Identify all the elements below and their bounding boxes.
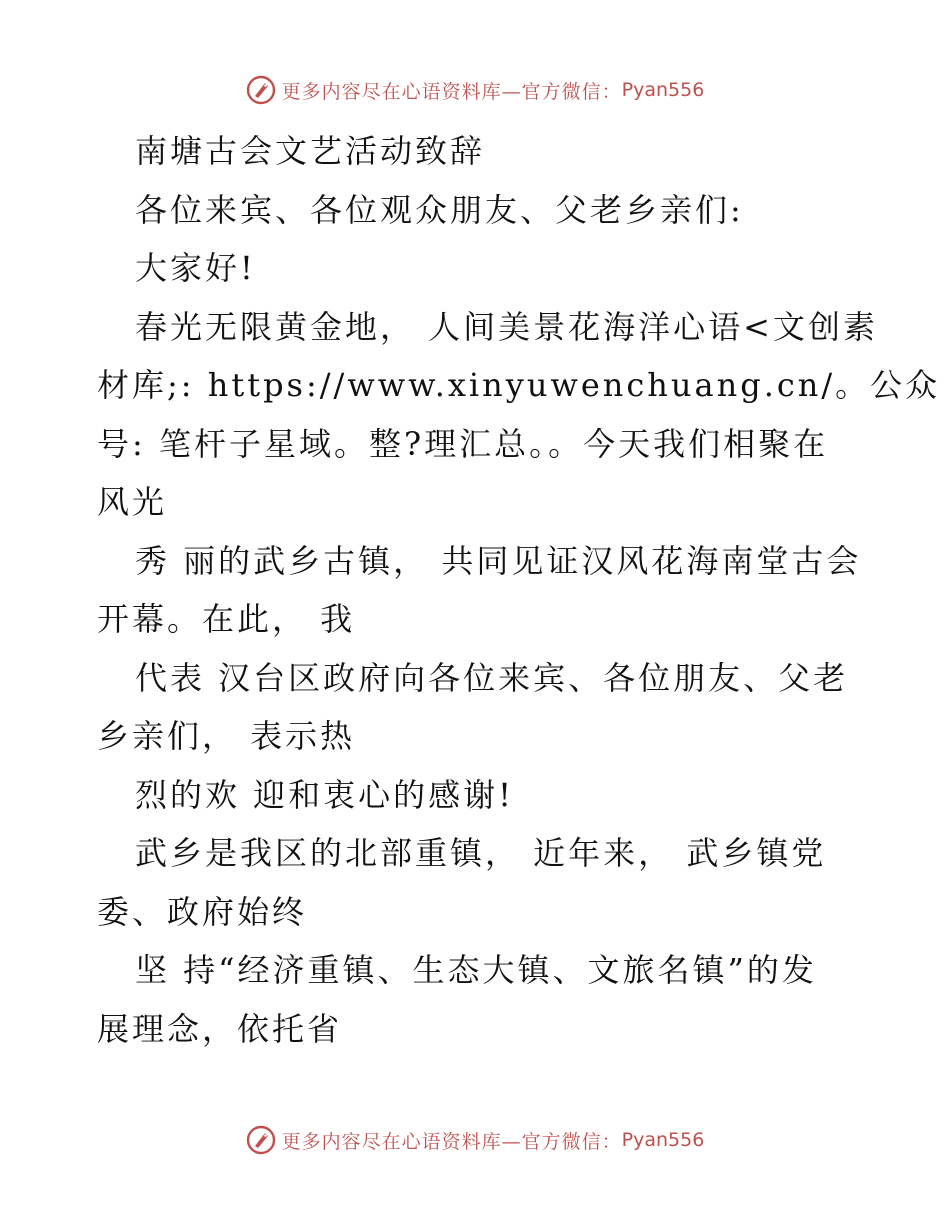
paragraph-line: 号: 笔杆子星域。整?理汇总。。今天我们相聚在	[97, 424, 829, 463]
salutation-line: 各位来宾、各位观众朋友、父老乡亲们:	[135, 190, 744, 229]
header-banner	[0, 70, 950, 110]
paragraph-line: 材库;: https://www.xinyuwenchuang.cn/。公众	[97, 366, 941, 404]
paragraph-line: 开幕。在此， 我	[97, 600, 356, 638]
paragraph-line: 春光无限黄金地， 人间美景花海洋心语<文创素	[135, 307, 878, 346]
footer-brand-text: 更多内容尽在心语资料库—官方微信：	[281, 1130, 622, 1153]
pen-nib-icon	[246, 75, 276, 105]
header-brand-text: 更多内容尽在心语资料库—官方微信：	[281, 80, 622, 103]
paragraph-line: 武乡是我区的北部重镇， 近年来， 武乡镇党	[135, 834, 827, 872]
paragraph-line: 坚 持“经济重镇、生态大镇、文旅名镇”的发	[135, 951, 817, 989]
paragraph-line: 风光	[97, 483, 168, 521]
document-title: 南塘古会文艺活动致辞	[135, 132, 486, 170]
pen-nib-icon	[246, 1125, 276, 1155]
paragraph-line: 乡亲们， 表示热	[97, 717, 356, 755]
paragraph-line: 秀 丽的武乡古镇， 共同见证汉风花海南堂古会	[135, 541, 862, 580]
header-wechat-id: Pyan556	[621, 79, 705, 101]
paragraph-line: 烈的欢 迎和衷心的感谢!	[135, 775, 515, 814]
footer-banner	[0, 1120, 950, 1160]
greeting-line: 大家好!	[135, 249, 256, 287]
paragraph-line: 委、政府始终	[97, 892, 308, 931]
paragraph-line: 展理念，依托省	[97, 1009, 343, 1048]
paragraph-line: 代表 汉台区政府向各位来宾、各位朋友、父老	[135, 658, 849, 697]
footer-wechat-id: Pyan556	[621, 1129, 705, 1151]
document-body	[97, 122, 941, 1058]
